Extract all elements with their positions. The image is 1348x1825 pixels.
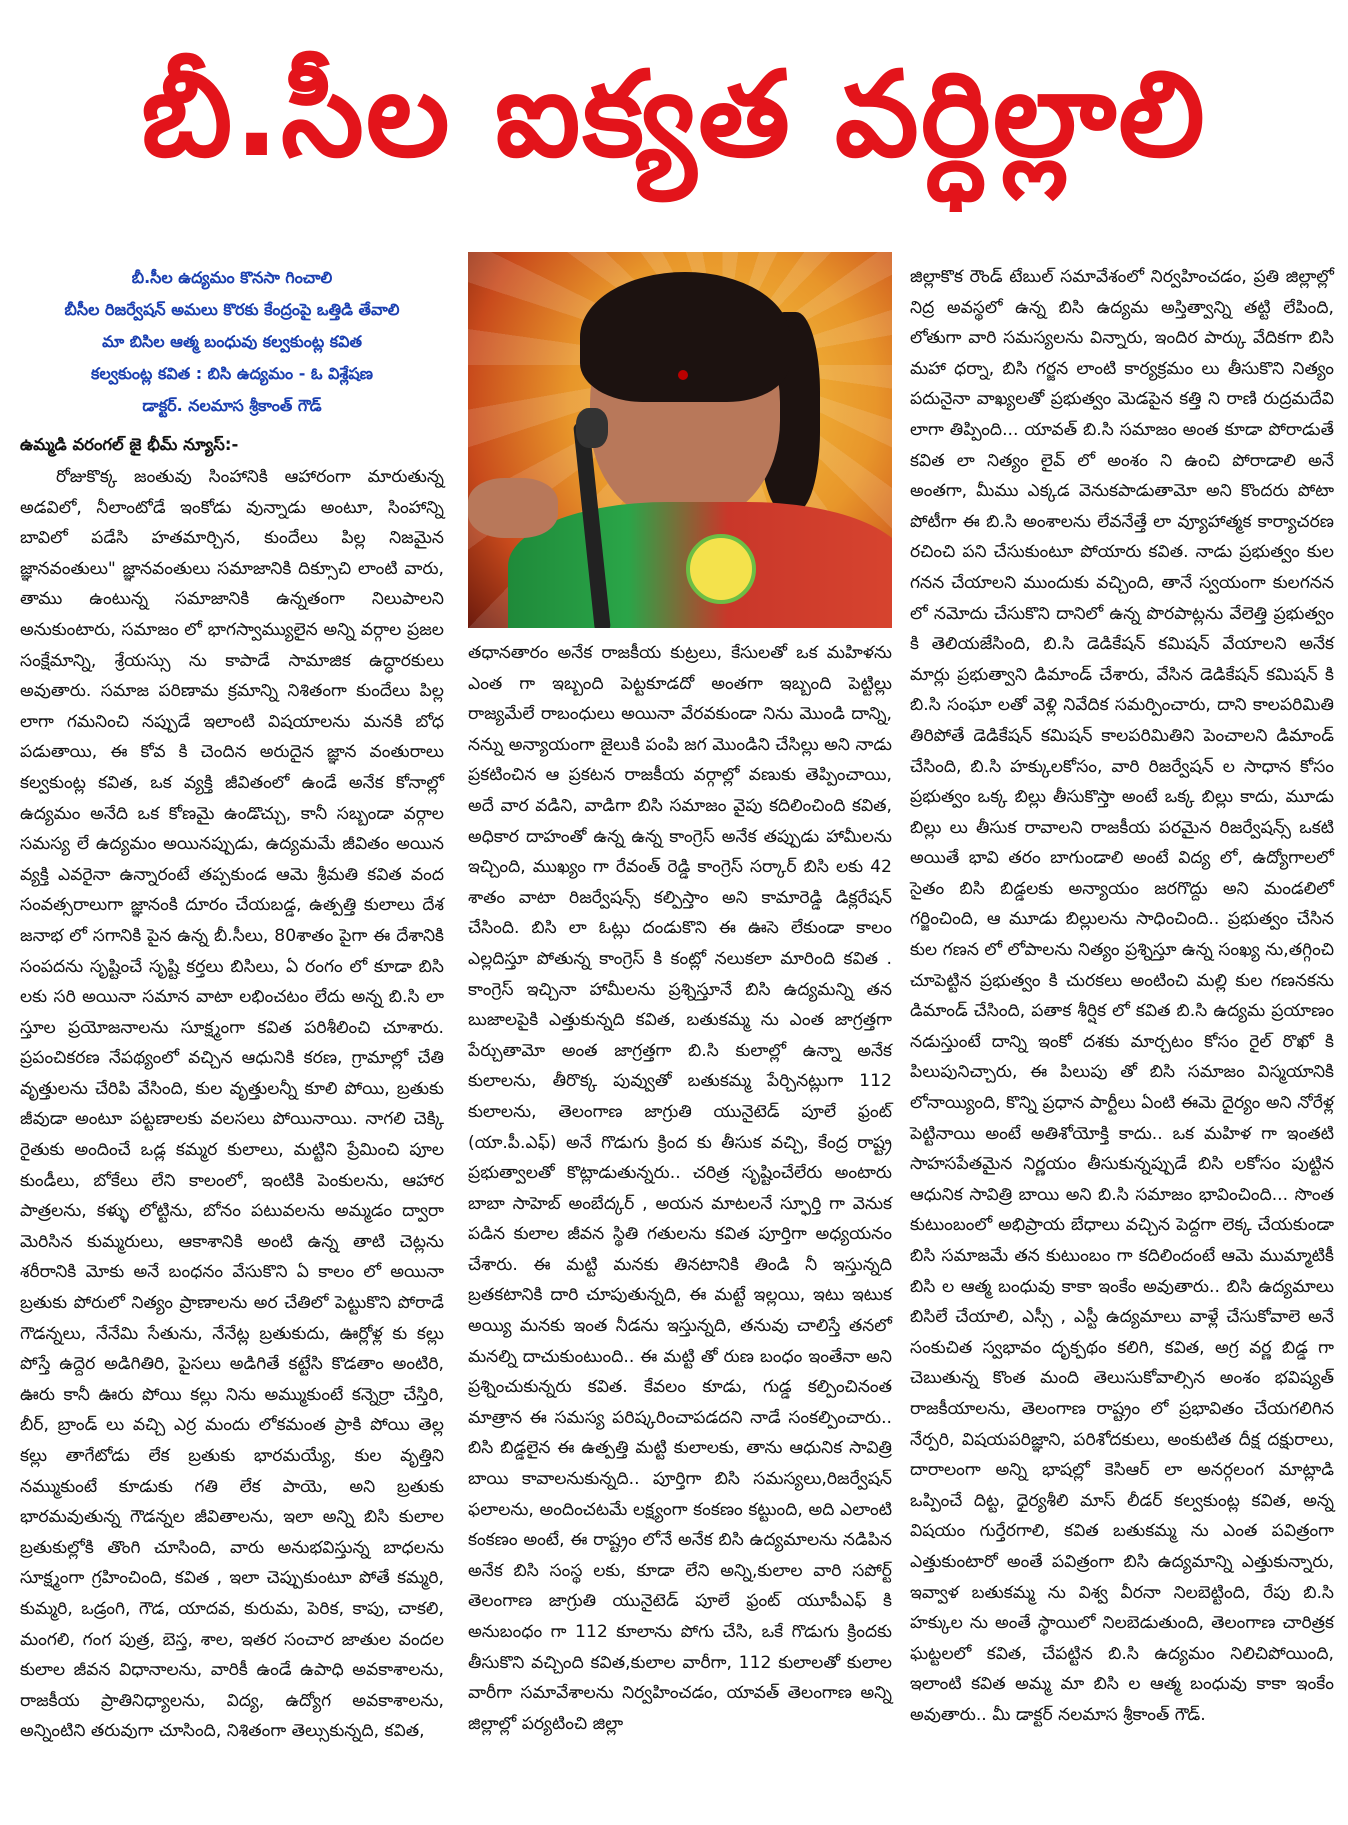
headline: బీ.సీల ఐక్యత వర్ధిల్లాలి xyxy=(141,45,1207,183)
article-body-text: జిల్లాకొక రౌండ్ టేబుల్ సమావేశంలో నిర్వహించడం, ప్రతి జిల్లాల్లో నిద్ర అవస్థలో ఉన్న బిసి ఉద్యమ అస్తిత్వాన్ని తట్టి లేపింది, లోతుగా వారి సమస్యలను విన్నారు, ఇందిర పార్కు వేదికగా బిసి మహా ధర్నా, బిసి గర్జన లాంటి కార్యక్రమం లు తీసుకొని నిత్యం పదునైనా వాఖ్యలతో ప్రభుత్వం మెడపైన కత్తి ని రాణి రుద్రమదేవి లాగా తిప్పింది... యావత్ బి.సి సమాజం అంత కూడా పోరాడుతే కవిత లా నిత్యం లైవ్ లో అంశం ని ఉంచి పోరాడాలి అనే అంతగా, మీము ఎక్కడ వెనుకపాడుతామో అని కొందరు పోటా పోటీగా ఈ బి.సి అంశాలను లేవనేత్తే లా వ్యూహాత్మక కార్యాచరణ రచించి పని చేసుకుంటూ పోయారు కవిత. నాడు ప్రభుత్వం కుల గనన చేయాలని ముందుకు వచ్చింది, తానే స్వయంగా కులగనన లో నమోదు చేసుకొని దానిలో ఉన్న పొరపాట్లను వేలెత్తి ప్రభుత్వం కి తెలియజేసింది, బి.సి డెడికేషన్ కమిషన్ వేయాలని అనేక మార్లు ప్రభుత్వాని డిమాండ్ చేశారు, వేసిన డెడికేషన్ కమిషన్ కి బి.సి సంఘా లతో వెళ్లి నివేదిక సమర్పించారు, దాని కాలపరిమితి తిరిపోతే డెడికేషన్ కమిషన్ కాలపరిమితిని పెంచాలని డిమాండ్ చేసింది, బి.సి హక్కులకోసం, వారి రిజర్వేషన్ ల సాధాన కోసం ప్రభుత్వం ఒక్క బిల్లు తీసుకొస్తా అంటే ఒక్క బిల్లు కాదు, మూడు బిల్లు లు తీసుక రావాలని రాజకీయ పరమైన రిజర్వేషన్స్ ఒకటి అయితే భావి తరం బాగుండాలి అంటే విద్య లో, ఉద్యోగాలలో సైతం బిసి బిడ్డలకు అన్యాయం జరగొద్దు అని మండలిలో గర్జించింది, ఆ మూడు బిల్లులను సాధించింది.. ప్రభుత్వం చేసిన కుల గణన లో లోపాలను నిత్యం ప్రశ్నిస్తూ ఉన్న సంఖ్య ను,తగ్గించి చూపెట్టిన ప్రభుత్వం కి చురకలు అంటించి మల్లి కుల గణనకను డిమాండ్ చేసింది, పతాక శీర్షిక లో కవిత బి.సి ఉద్యమ ప్రయాణం నడుస్తుంటే దాన్ని ఇంకో దశకు మార్చటం కోసం రైల్ రొఖో కి పిలుపునిచ్చారు, ఈ పిలుపు తో బిసి సమాజం విస్మయానికి లోనాయ్యింది, కొన్ని ప్రధాన పార్టీలు ఏంటి ఈమె దైర్యం అని నోరేళ్ల పెట్టినాయి అంటే అతిశోయోక్తి కాదు.. ఒక మహిళ గా ఇంతటి సాహసపేతమైన నిర్ణయం తీసుకున్నప్పుడే బిసి లకోసం పుట్టిన ఆధునిక సావిత్రి బాయి అని బి.సి సమాజం భావించింది... సొంత కుటుంబంలో అభిప్రాయ బేధాలు వచ్చిన పెద్దగా లెక్క చేయకుండా బిసి సమాజమే తన కుటుంబం గా కదిలిందంటే ఆమె ముమ్మాటికీ బిసి ల ఆత్మ బంధువు కాకా ఇంకేం అవుతారు.. బిసి ఉద్యమాలు బిసిలే చేయాలి, ఎస్సీ , ఎస్టీ ఉద్యమాలు వాళ్లే చేసుకోవాలె అనే సంకుచిత స్వభావం దృక్పథం కలిగి, కవిత, అగ్ర వర్ణ బిడ్డ గా చెబుతున్న కొంత మంది తెలుసుకోవాల్సిన అంశం భవిష్యత్ రాజకీయాలను, తెలంగాణ రాష్ట్రం లో ప్రభావితం చేయగలిగిన నేర్పరి, విషయపరిజ్ఞాని, పరిశోదకులు, అంకుటిత దీక్ష దక్షురాలు, దారాలంగా అన్ని భాషల్లో కెసిఆర్ లా అనర్గలంగ మాట్లాడి ఒప్పించే దిట్ట, ధైర్యశీలి మాస్ లీడర్ కల్వకుంట్ల కవిత, అన్న విషయం గుర్తేరగాలి, కవిత బతుకమ్మ ను ఎంత పవిత్రంగా ఎత్తుకుంటారో అంతే పవిత్రంగా బిసి ఉద్యమాన్ని ఎత్తుకున్నారు, ఇవ్వాళ బతుకమ్మ ను విశ్వ వీరనా నిలబెట్టింది, రేపు బి.సి హక్కుల ను అంతే స్థాయిలో నిలబెడుతుంది, తెలంగాణ చారిత్రక ఘట్టలలో కవిత, చేపట్టిన బి.సి ఉద్యమం నిలిచిపోయింది, ఇలాంటి కవిత అమ్మ మా బిసి ల ఆత్మ బంధువు కాకా ఇంకేం అవుతారు.. మీ డాక్టర్ నలమాస శ్రీకాంత్ గౌడ్. xyxy=(910,267,1334,1725)
subheading: మా బిసిల ఆత్మ బంధువు కల్వకుంట్ల కవిత xyxy=(102,332,362,351)
article-body-text: రోజుకొక్క జంతువు సింహానికి ఆహారంగా మారుతున్న అడవిలో, నీలాంటోడే ఇంకోడు వున్నాడు అంటూ, సింహాన్ని బావిలో పడేసి హతమార్చిన, కుందేలు పిల్ల నిజమైన జ్ఞానవంతులు" జ్ఞానవంతులు సమాజానికి దిక్సూచి లాంటి వారు, తాము ఉంటున్న సమాజానికి ఉన్నతంగా నిలుపాలని అనుకుంటారు, సమాజం లో భాగస్వామ్యులైన అన్ని వర్గాల ప్రజల సంక్షేమాన్ని, శ్రేయస్సు ను కాపాడే సామాజిక ఉద్ధారకులు అవుతారు. సమాజ పరిణామ క్రమాన్ని నిశితంగా కుందేలు పిల్ల లాగా గమనించి నప్పుడే ఇలాంటి విషయాలను మనకి బోధ పడుతాయి, ఈ కోవ కి చెందిన అరుదైన జ్ఞాన వంతురాలు కల్వకుంట్ల కవిత, ఒక వ్యక్తి జీవితంలో ఉండే అనేక కోనాల్లో ఉద్యమం అనేది ఒక కోణమై ఉండొచ్చు, కానీ సబ్బండా వర్గాల సమస్య లే ఉద్యమం అయినప్పుడు, ఉద్యమమే జీవితం అయిన వ్యక్తి ఎవరైనా ఉన్నారంటే తప్పకుండ ఆమె శ్రీమతి కవిత వంద సంవత్సరాలుగా జ్ఞానంకి దూరం చేయబడ్డ, ఉత్పత్తి కులాలు దేశ జనాభ లో సగానికి పైన ఉన్న బీ.సీలు, 80శాతం పైగా ఈ దేశానికి సంపదను సృష్టించే సృష్టి కర్తలు బిసిలు, ఏ రంగం లో కూడా బిసి లకు సరి అయినా సమాన వాటా లభించటం లేదు అన్న బి.సి లా స్తూల ప్రయోజనాలను సూక్ష్మంగా కవిత పరిశీలించి చూశారు. ప్రపంచికరణ నేపథ్యంలో వచ్చిన ఆధునికి కరణ, గ్రామాల్లో చేతి వృత్తులను చేరిపి వేసింది, కుల వృత్తులన్నీ కూలి పోయి, బ్రతుకు జీవుడా అంటూ పట్టణాలకు వలసలు పోయినాయి. నాగలి చెక్కి రైతుకు అందించే ఒడ్ల కమ్మర కులాలు, మట్టిని ప్రేమించి పూల కుండీలు, బోకేలు లేని కాలంలో, ఇంటికి పెంకులను, ఆహార పాత్రలను, కళ్ళు లోట్టిను, బోనం పటువలను అమ్మడం ద్వారా మెరిసిన కుమ్మరులు, ఆకాశానికి అంటి ఉన్న తాటి చెట్లను శరీరానికి మోకు అనే బంధనం వేసుకొని ఏ కాలం లో అయినా బ్రతుకు పోరులో నిత్యం ప్రాణాలను అర చేతిలో పెట్టుకొని పోరాడే గౌడన్నలు, నేనేమి సేతును, నేనేట్ల బ్రతుకుదు, ఊర్లోళ్ల కు కల్లు పోస్తే ఉద్దెర అడిగితిరి, పైసలు అడిగితే కట్టేసి కొడతాం అంటిరి, ఊరు కానీ ఊరు పోయి కల్లు నిను అమ్ముకుంటే కన్నెర్రా చేస్తిరి, బీర్, బ్రాండ్ లు వచ్చి ఎర్ర మందు లోకమంత ప్రాకి పోయి తెల్ల కల్లు తాగేటోడు లేక బ్రతుకు భారమయ్యే, కుల వృత్తిని నమ్ముకుంటే కూడుకు గతి లేక పాయె, అని బ్రతుకు భారమవుతున్న గౌడన్నల జీవితాలను, ఇలా అన్ని బిసి కులాల బ్రతుకుల్లోకి తొంగి చూసింది, వారు అనుభవిస్తున్న బాధలను సూక్ష్మంగా గ్రహించింది, కవిత , ఇలా చెప్పుకుంటూ పోతే కమ్మరి, కుమ్మరి, ఒడ్రంగి, గౌడ, యాదవ, కురుమ, పెరిక, కాపు, చాకలి, మంగలి, గంగ పుత్ర, బెస్త, శాల, ఇతర సంచార జాతుల వందల కులాల జీవన విధానాలను, వారికీ ఉండే ఉపాధి అవకాశాలను, రాజకీయ ప్రాతినిధ్యాలను, విద్య, ఉద్యోగ అవకాశాలను, అన్నింటిని తరువుగా చూసింది, నిశితంగా తెల్సుకున్నది, కవిత, xyxy=(20,467,444,1742)
article-column-3 xyxy=(910,262,1334,1731)
subheading: డాక్టర్. నలమాస శ్రీకాంత్ గౌడ్ xyxy=(142,396,322,415)
dateline: ఉమ్మడి వరంగల్ జై భీమ్ న్యూస్:- xyxy=(20,435,239,454)
subheading: బీసీల రిజర్వేషన్ అమలు కొరకు కేంద్రంపై ఒత్తిడి తేవాలి xyxy=(64,300,400,319)
subheadings xyxy=(20,262,444,422)
article-column-1 xyxy=(20,262,444,1747)
article-body-text: తధానతారం అనేక రాజకీయ కుట్రలు, కేసులతో ఒక మహిళను ఎంత గా ఇబ్బంది పెట్టకూడదో అంతగా ఇబ్బంది పెట్టిల్లు రాజ్యమేలే రాబంధులు అయినా వేరవకుండా నిను మొండి దాన్ని, నన్ను అన్యాయంగా జైలుకి పంపి జగ మొండిని చేసిల్లు అని నాడు ప్రకటించిన ఆ ప్రకటన రాజకీయ వర్గాల్లో వణుకు తెప్పించాయి, అదే వార వడిని, వాడిగా బిసి సమాజం వైపు కదిలించింది కవిత, అధికార దాహంతో ఉన్న ఉన్న కాంగ్రెస్ అనేక తప్పుడు హామీలను ఇచ్చింది, ముఖ్యం గా రేవంత్ రెడ్డి కాంగ్రెస్ సర్కార్ బిసి లకు 42 శాతం వాటా రిజర్వేషన్స్ కల్పిస్తాం అని కామారెడ్డి డిక్లరేషన్ చేసింది. బిసి లా ఓట్లు దండుకొని ఈ ఊసె లేకుండా కాలం ఎల్లదిస్తూ పోతున్న కాంగ్రెస్ కి కంట్లో నలుకలా మారింది కవిత . కాంగ్రెస్ ఇచ్చినా హామీలను ప్రశ్నిస్తూనే బిసి ఉద్యమన్ని తన బుజాలపైకి ఎత్తుకున్నది కవిత, బతుకమ్మ ను ఎంత జాగ్రత్తగా పేర్చుతామో అంత జాగ్రత్తగా బి.సి కులాల్లో ఉన్నా అనేక కులాలను, తీరొక్క పువ్వుతో బతుకమ్మ పేర్చినట్లుగా 112 కులాలను, తెలంగాణ జాగ్రుతి యునైటెడ్ పూలే ఫ్రంట్ (యా.పీ.ఎఫ్) అనే గొడుగు క్రింద కు తీసుక వచ్చి, కేంద్ర రాష్ట్ర ప్రభుత్వాలతో కొట్లాడుతున్నరు.. చరిత్ర సృష్టించేలేరు అంటారు బాబా సాహెబ్ అంబేద్కర్ , అయన మాటలనే స్ఫూర్తి గా వెనుక పడిన కులాల జీవన స్థితి గతులను కవిత పూర్తిగా అధ్యయనం చేశారు. ఈ మట్టి మనకు తినటానికి తిండి నీ ఇస్తున్నది బ్రతకటానికి దారి చూపుతున్నది, ఈ మట్టే ఇల్లయి, ఇటు ఇటుక అయ్యి మనకు ఇంత నీడను ఇస్తున్నది, తనువు చాలిస్తే తనలో మనల్ని దాచుకుంటుంది.. ఈ మట్టి తో రుణ బంధం ఇంతేనా అని ప్రశ్నించుకున్నరు కవిత. కేవలం కూడు, గుడ్డ కల్పించినంత మాత్రాన ఈ సమస్య పరిష్కరించాపడదని నాడే సంకల్పించారు.. బిసి బిడ్డలైన ఈ ఉత్పత్తి మట్టి కులాలకు, తాను ఆధునిక సావిత్రి బాయి కావాలనుకున్నది.. పూర్తిగా బిసి సమస్యలు,రిజర్వేషన్ ఫలాలను, అందించటమే లక్ష్యంగా కంకణం కట్టుంది, అది ఎలాంటి కంకణం అంటే, ఈ రాష్ట్రం లోనే అనేక బిసి ఉద్యమాలను నడిపిన అనేక బిసి సంస్థ లకు, కూడా లేని అన్ని,కులాల వారి సపోర్ట్ తెలంగాణ జాగ్రుతి యునైటెడ్ పూలే ఫ్రంట్ యూపీఎఫ్ కి అనుబంధం గా 112 కూలాను పోగు చేసి, ఒకే గొడుగు క్రిందకు తీసుకొని వచ్చింది కవిత,కులాల వారీగా, 112 కులాలతో కులాల వారీగా సమావేశాలను నిర్వహించడం, యావత్ తెలంగాణ అన్ని జిల్లాల్లో పర్యటించి జిల్లా xyxy=(468,643,892,1734)
article-column-2 xyxy=(468,638,892,1739)
article-photo xyxy=(468,252,892,628)
subheading: బీ.సీల ఉద్యమం కొనసా గించాలి xyxy=(131,268,333,287)
subheading: కల్వకుంట్ల కవిత : బిసి ఉద్యమం - ఓ విశ్లేషణ xyxy=(91,364,373,383)
microphone-icon xyxy=(576,408,608,448)
